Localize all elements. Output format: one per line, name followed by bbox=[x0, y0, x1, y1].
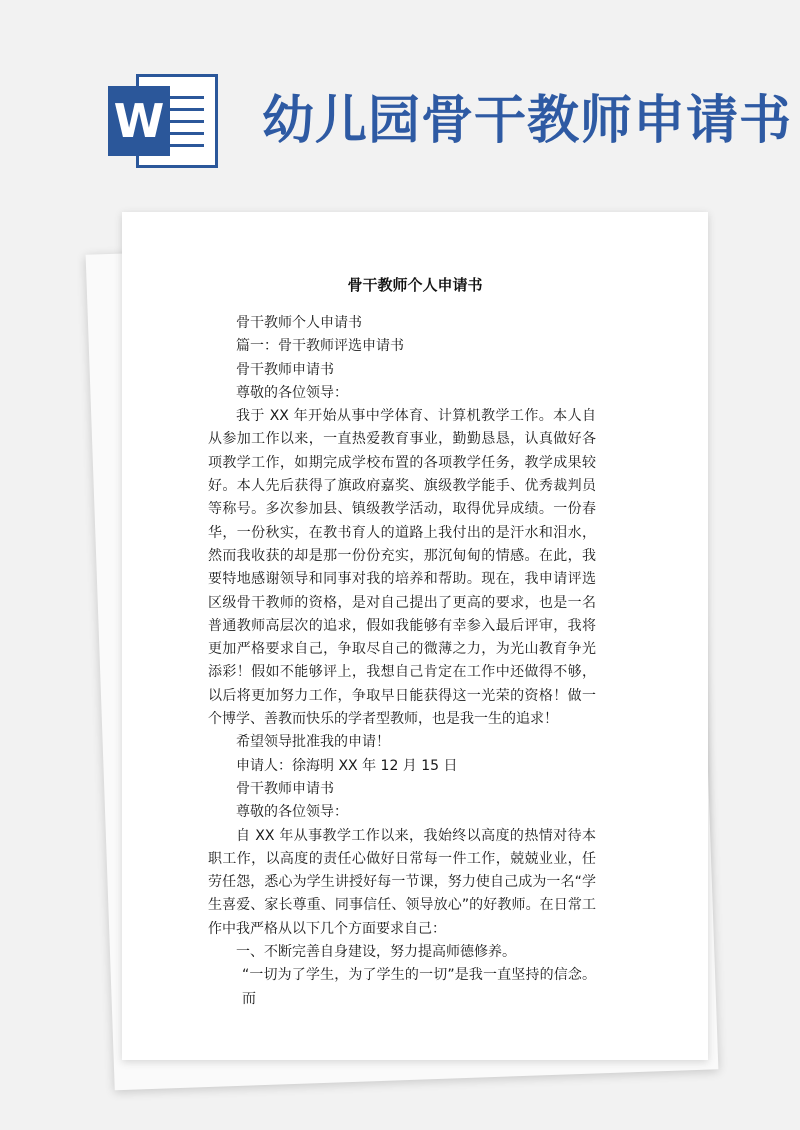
banner bbox=[0, 0, 800, 200]
paragraph: 一、不断完善自身建设，努力提高师德修养。 bbox=[236, 944, 516, 961]
paragraph: 尊敬的各位领导： bbox=[236, 384, 348, 401]
paragraph: 骨干教师申请书 bbox=[236, 361, 334, 378]
paragraph: 申请人：徐海明 XX 年 12 月 15 日 bbox=[236, 757, 458, 774]
banner-title: 幼儿园骨干教师申请书 bbox=[262, 90, 793, 151]
document-title: 骨干教师个人申请书 bbox=[347, 276, 483, 294]
paragraph: “一切为了学生，为了学生的一切”是我一直坚持的信念。而 bbox=[242, 967, 596, 1007]
paragraph: 尊敬的各位领导： bbox=[236, 804, 348, 821]
document-page bbox=[122, 212, 708, 1060]
word-logo-icon bbox=[108, 74, 218, 168]
paragraph: 骨干教师个人申请书 bbox=[236, 315, 362, 331]
document-body bbox=[208, 312, 596, 1011]
word-letter-badge: W bbox=[108, 86, 170, 156]
paragraph: 自 XX 年从事教学工作以来，我始终以高度的热情对待本职工作，以高度的责任心做好日常每一件工作，兢兢业业，任劳任怨，悉心为学生讲授好每一节课，努力使自己成为一名“学生喜爱、家长尊重、同事信任、领导放心”的好教师。在日常工作中我严格从以下几个方面要求自己： bbox=[208, 827, 596, 937]
paragraph: 希望领导批准我的申请！ bbox=[236, 734, 390, 751]
paragraph: 我于 XX 年开始从事中学体育、计算机教学工作。本人自从参加工作以来，一直热爱教育事业，勤勤恳恳，认真做好各项教学工作，如期完成学校布置的各项教学任务，教学成果较好。本人先后获得了旗政府嘉奖、旗级教学能手、优秀裁判员等称号。多次参加县、镇级教学活动，取得优异成绩。一份春华，一份秋实，在教书育人的道路上我付出的是汗水和泪水，然而我收获的却是那一份份充实，那沉甸甸的情感。在此，我要特地感谢领导和同事对我的培养和帮助。现在，我申请评选区级骨干教师的资格，是对自己提出了更高的要求，也是一名普通教师高层次的追求，假如我能够有幸参入最后评审，我将更加严格要求自己，争取尽自己的微薄之力，为光山教育争光添彩！假如不能够评上，我想自己肯定在工作中还做得不够，以后将更加努力工作，争取早日能获得这一光荣的资格！做一个博学、善教而快乐的学者型教师，也是我一生的追求！ bbox=[208, 408, 596, 728]
paragraph: 骨干教师申请书 bbox=[236, 780, 334, 797]
paragraph: 篇一：骨干教师评选申请书 bbox=[236, 338, 404, 355]
